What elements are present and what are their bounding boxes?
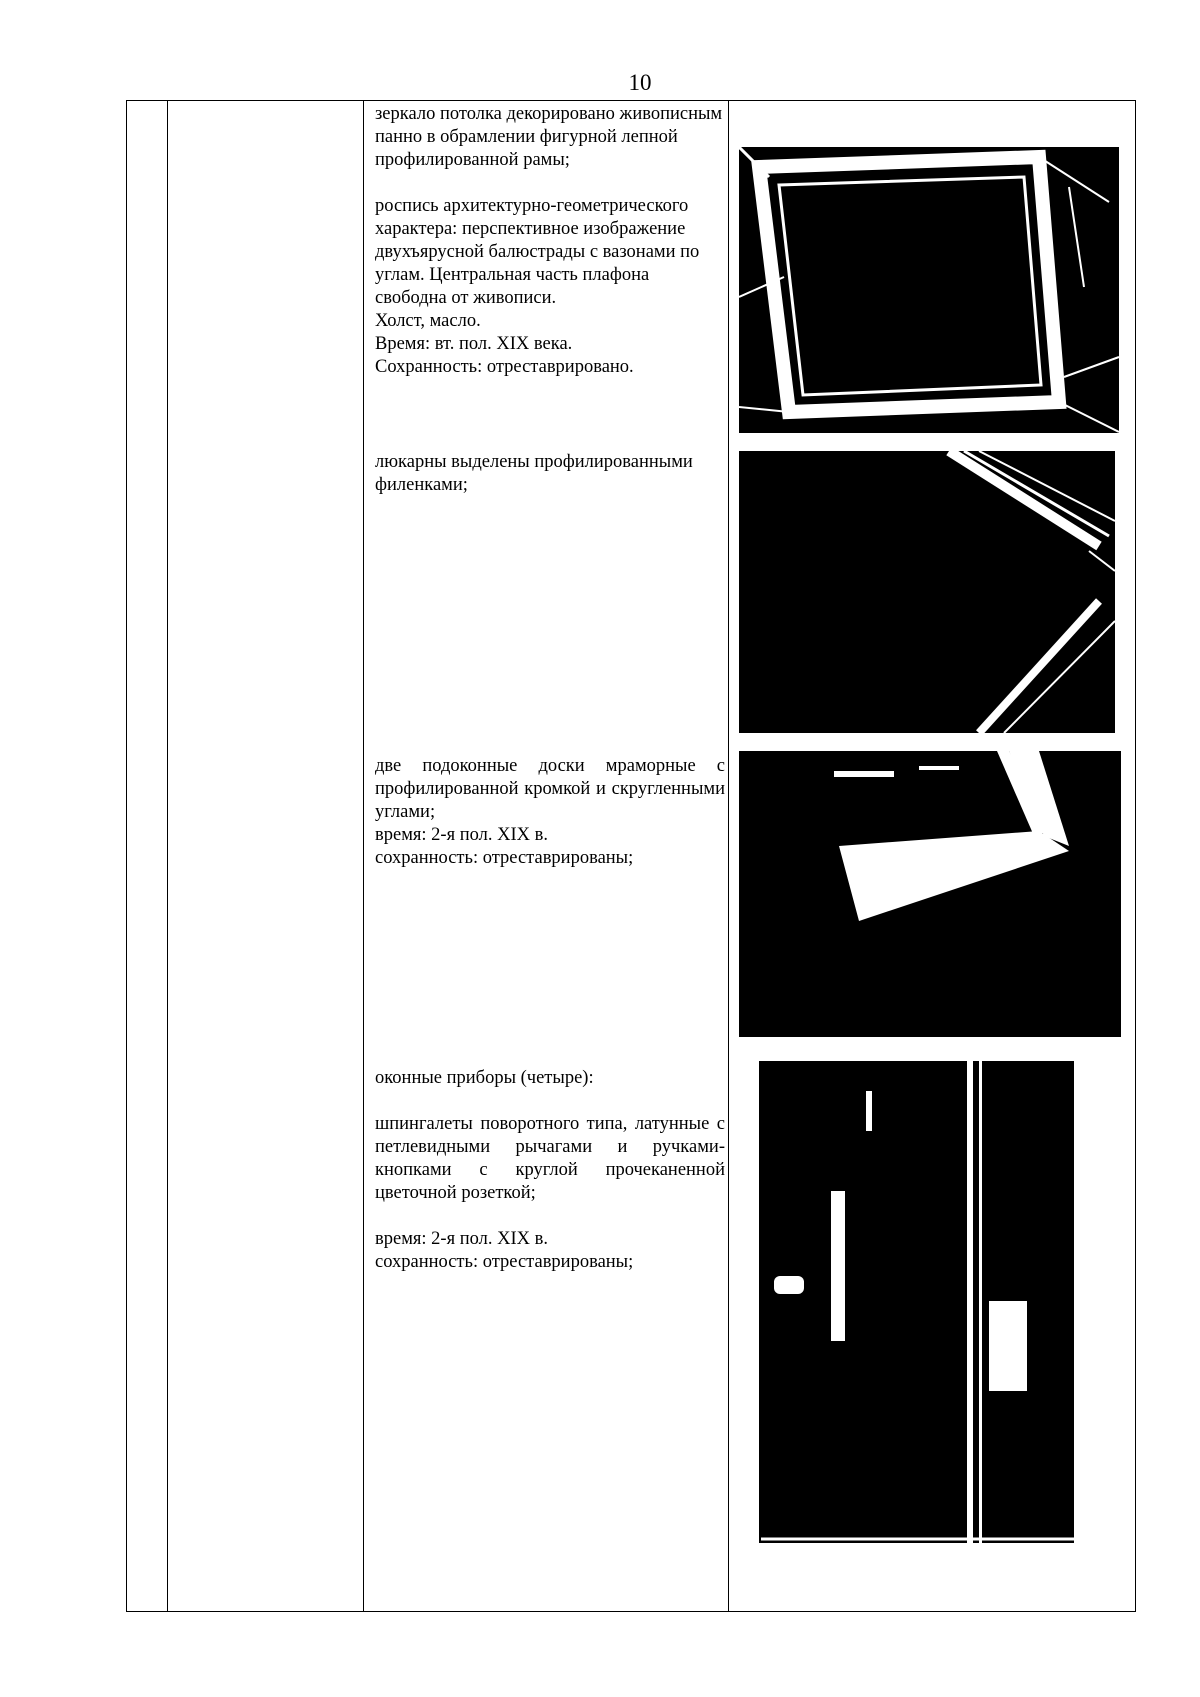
- lucarne-panel-photo: [739, 451, 1115, 733]
- ceiling-mirror-text: зеркало потолка декорировано живописным панно в обрамлении фигурной лепной профилированной рамы;: [375, 104, 723, 170]
- fittings-title-text: оконные приборы (четыре):: [375, 1068, 594, 1088]
- windowsills-date-text: время: 2-я пол. XIX в.: [375, 825, 548, 845]
- windowsill-photo: [739, 751, 1121, 1037]
- section-windowsills-text: [375, 755, 725, 870]
- column-divider: [728, 101, 729, 1611]
- condition-text: Сохранность: отреставрировано.: [375, 357, 634, 377]
- document-table: [126, 100, 1136, 1612]
- section-ceiling-text: [375, 103, 725, 379]
- section-fittings-text: [375, 1067, 725, 1274]
- column-divider: [363, 101, 364, 1611]
- painting-description: роспись архитектурно-геометрического характера: перспективное изображение двухъярусной балюстрады с вазонами по углам. Центральная часть плафона свободна от живописи.: [375, 196, 700, 308]
- column-divider: [167, 101, 168, 1611]
- fittings-description-text: шпингалеты поворотного типа, латунные с петлевидными рычагами и ручками-кнопками с круглой прочеканенной цветочной розеткой;: [375, 1114, 725, 1203]
- page-number: 10: [628, 70, 652, 95]
- section-lucarnes-text: [375, 451, 725, 497]
- fittings-date-text: время: 2-я пол. XIX в.: [375, 1229, 548, 1249]
- window-latch-photo: [739, 1061, 1101, 1543]
- windowsills-text: две подоконные доски мраморные с профилированной кромкой и скругленными углами;: [375, 756, 725, 822]
- ceiling-panel-photo: [739, 147, 1119, 433]
- date-text: Время: вт. пол. XIX века.: [375, 334, 573, 354]
- lucarnes-text: люкарны выделены профилированными филенками;: [375, 452, 693, 495]
- material-text: Холст, масло.: [375, 311, 481, 331]
- windowsills-condition-text: сохранность: отреставрированы;: [375, 848, 634, 868]
- fittings-condition-text: сохранность: отреставрированы;: [375, 1252, 634, 1272]
